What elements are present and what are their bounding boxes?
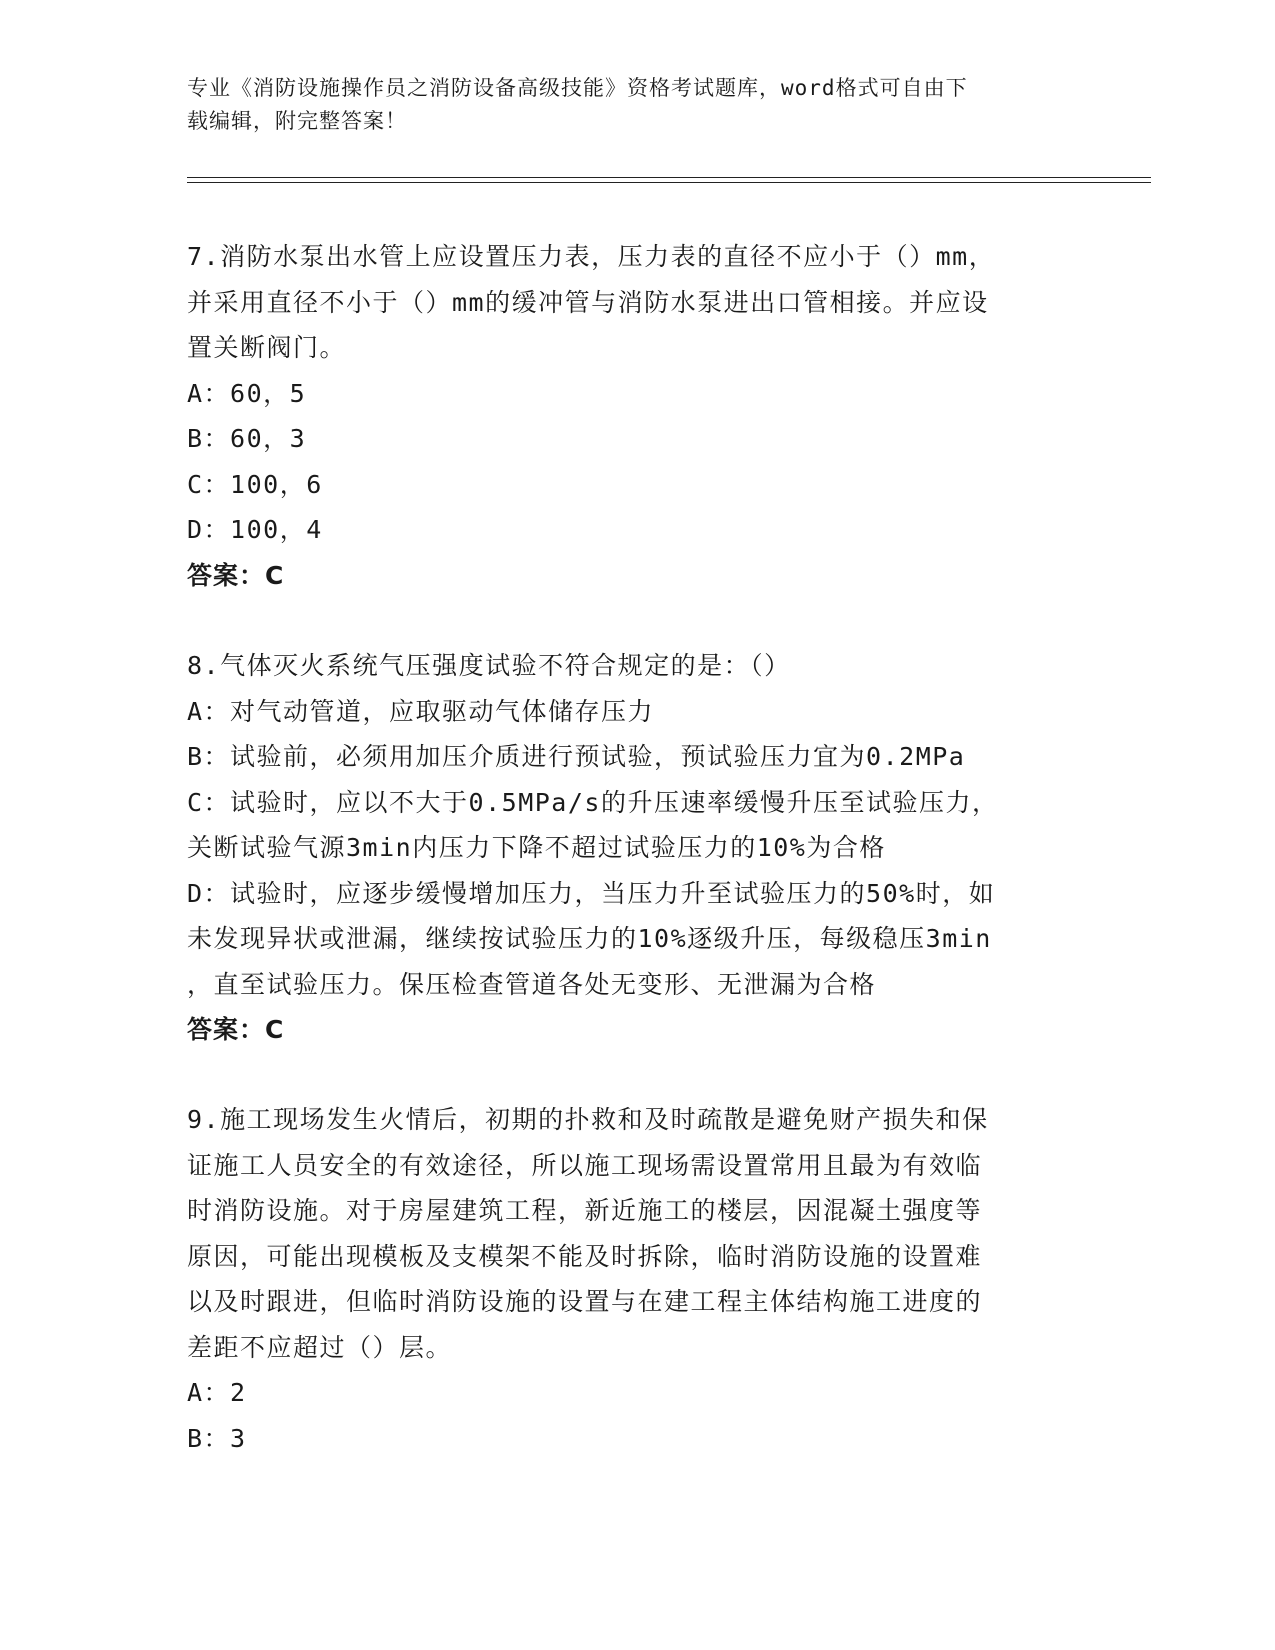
question-stem-line: 9.施工现场发生火情后，初期的扑救和及时疏散是避免财产损失和保 [187,1105,989,1134]
document-header [187,72,1067,138]
question-stem-line: 8.气体灭火系统气压强度试验不符合规定的是：（） [187,651,791,680]
header-divider-bottom [187,182,1151,183]
option-d: D：100，4 [187,515,323,544]
question-7 [187,234,1067,598]
option-c: C：100，6 [187,469,323,499]
question-stem-line: 证施工人员安全的有效途径，所以施工现场需设置常用且最为有效临 [187,1150,983,1180]
answer: 答案：C [187,1015,285,1044]
question-stem-line: 原因，可能出现模板及支模架不能及时拆除，临时消防设施的设置难 [187,1241,983,1271]
option-a: A：60，5 [187,378,307,408]
option-b: B：试验前，必须用加压介质进行预试验，预试验压力宜为0.2MPa [187,742,966,771]
option-c: C：试验时，应以不大于0.5MPa/s的升压速率缓慢升压至试验压力， [187,787,999,817]
option-c-continued: 关断试验气源3min内压力下降不超过试验压力的10%为合格 [187,833,886,862]
question-stem-line: 时消防设施。对于房屋建筑工程，新近施工的楼层，因混凝土强度等 [187,1196,983,1225]
option-d-continued: ，直至试验压力。保压检查管道各处无变形、无泄漏为合格 [187,969,877,999]
option-d-continued: 未发现异状或泄漏，继续按试验压力的10%逐级升压，每级稳压3min [187,924,992,953]
question-stem-line: 以及时跟进，但临时消防设施的设置与在建工程主体结构施工进度的 [187,1287,983,1316]
question-9 [187,1097,1067,1461]
question-8 [187,643,1067,1053]
question-stem-line: 7.消防水泵出水管上应设置压力表，压力表的直径不应小于（）mm， [187,242,996,271]
question-stem-line: 差距不应超过（）层。 [187,1332,453,1362]
option-a: A：对气动管道，应取驱动气体储存压力 [187,696,655,726]
header-divider-top [187,177,1151,178]
option-b: B：60，3 [187,424,307,453]
option-a: A：2 [187,1378,247,1407]
header-line: 专业《消防设施操作员之消防设备高级技能》资格考试题库，word格式可自由下 [187,76,968,100]
question-stem-line: 置关断阀门。 [187,333,347,362]
header-line: 载编辑，附完整答案！ [187,109,407,133]
option-d: D：试验时，应逐步缓慢增加压力，当压力升至试验压力的50%时，如 [187,878,996,908]
answer: 答案：C [187,560,285,590]
question-stem-line: 并采用直径不小于（）mm的缓冲管与消防水泵进出口管相接。并应设 [187,287,989,317]
option-b: B：3 [187,1423,247,1453]
